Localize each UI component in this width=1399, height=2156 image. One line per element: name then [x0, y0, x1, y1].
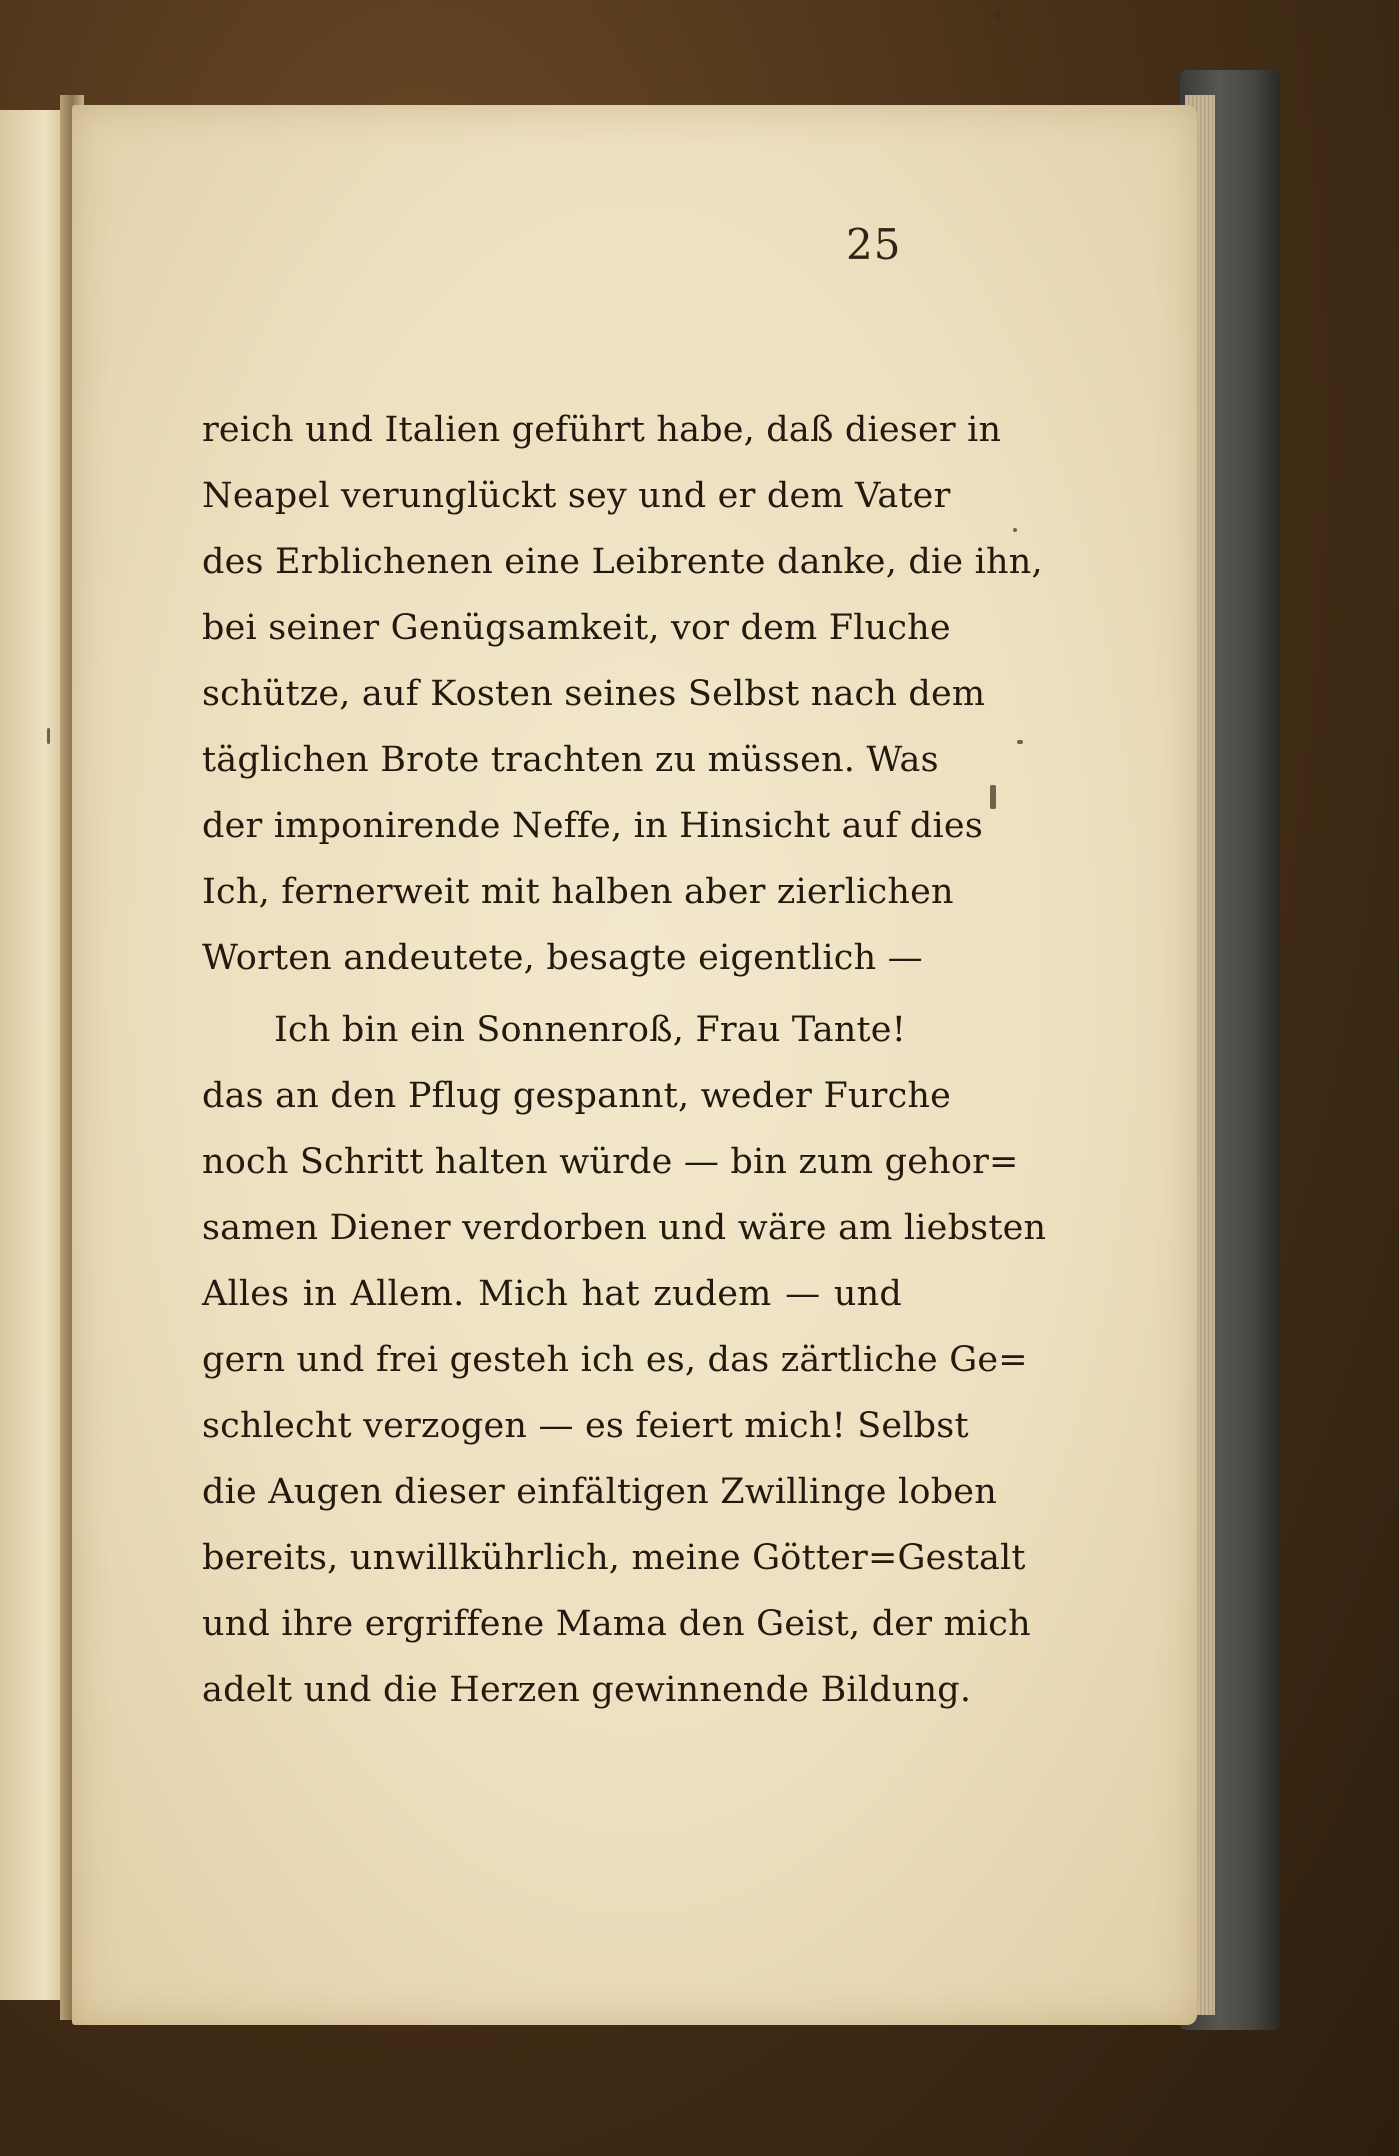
- text-line: gern und frei gesteh ich es, das zärtliche Ge=: [202, 1340, 1028, 1380]
- text-line: Alles in Allem. Mich hat zudem — und: [202, 1274, 902, 1314]
- ink-speck: [47, 728, 50, 744]
- text-line: reich und Italien geführt habe, daß dieser in: [202, 410, 1002, 450]
- ink-speck: [990, 785, 996, 809]
- ink-speck: [1013, 528, 1017, 532]
- text-line: bei seiner Genügsamkeit, vor dem Fluche: [202, 608, 951, 648]
- text-line: bereits, unwillkührlich, meine Götter=Gestalt: [202, 1538, 1026, 1578]
- text-line: adelt und die Herzen gewinnende Bildung.: [202, 1670, 972, 1710]
- text-line: noch Schritt halten würde — bin zum gehor=: [202, 1142, 1019, 1182]
- text-line: Ich bin ein Sonnenroß, Frau Tante!: [274, 1010, 906, 1050]
- text-line: schlecht verzogen — es feiert mich! Selbst: [202, 1406, 969, 1446]
- text-line: und ihre ergriffene Mama den Geist, der mich: [202, 1604, 1031, 1644]
- text-line: des Erblichenen eine Leibrente danke, die ihn,: [202, 542, 1043, 582]
- text-line: der imponirende Neffe, in Hinsicht auf dies: [202, 806, 983, 846]
- text-line: das an den Pflug gespannt, weder Furche: [202, 1076, 952, 1116]
- text-line: die Augen dieser einfältigen Zwillinge loben: [202, 1472, 997, 1512]
- text-line: Worten andeutete, besagte eigentlich —: [202, 938, 923, 978]
- book-page: [72, 105, 1197, 2025]
- text-line: samen Diener verdorben und wäre am liebsten: [202, 1208, 1047, 1248]
- text-line: schütze, auf Kosten seines Selbst nach dem: [202, 674, 986, 714]
- page-number: 25: [846, 220, 902, 269]
- text-line: täglichen Brote trachten zu müssen. Was: [202, 740, 939, 780]
- text-line: Ich, fernerweit mit halben aber zierlichen: [202, 872, 954, 912]
- ink-speck: [995, 10, 1000, 20]
- text-line: Neapel verunglückt sey und er dem Vater: [202, 476, 951, 516]
- ink-speck: [1017, 740, 1023, 744]
